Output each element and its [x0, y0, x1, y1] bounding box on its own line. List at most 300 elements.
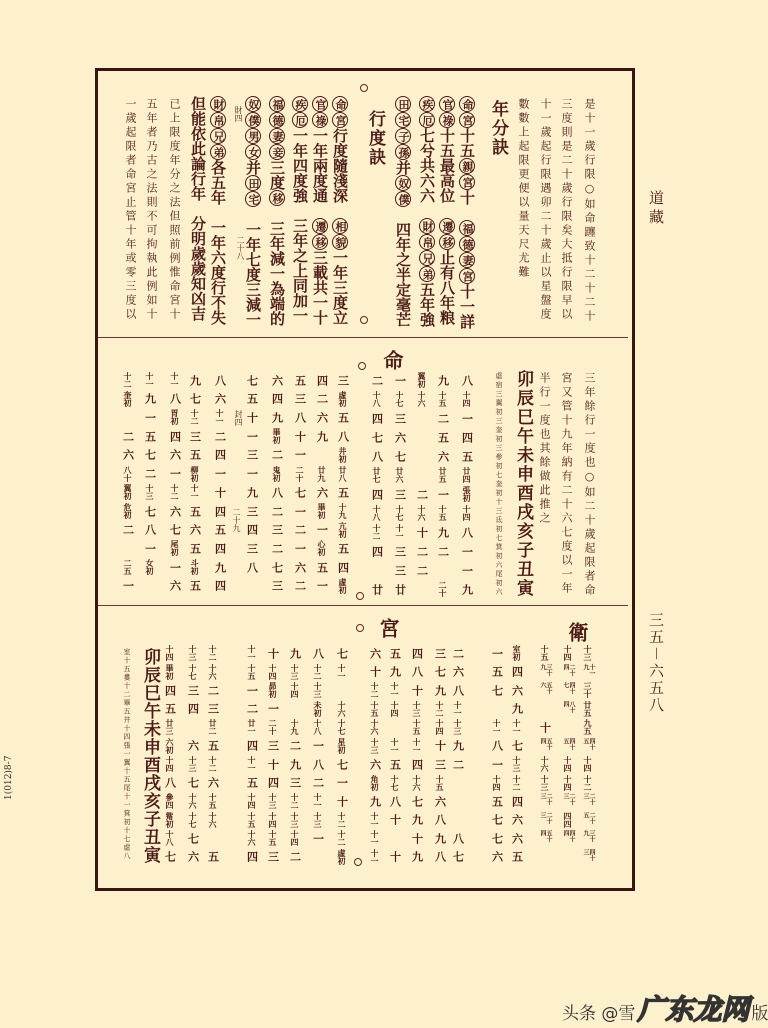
- watermark-prefix: 头条 @雪: [562, 1004, 636, 1024]
- table-cell: 十一: [337, 663, 347, 680]
- table-cell: 二: [293, 524, 307, 536]
- char: 一: [209, 220, 227, 235]
- circled-char: 女: [245, 144, 261, 160]
- table-cell: 二: [293, 580, 307, 592]
- table-cell: 八: [311, 758, 325, 770]
- circled-char: 妾: [269, 144, 285, 160]
- table-cell: 十六: [540, 756, 550, 773]
- table-cell: 五: [143, 430, 157, 442]
- table-cell: 井初: [338, 446, 348, 463]
- table-cell: 六: [368, 758, 382, 770]
- watermark-overlay: 广东龙网: [637, 993, 750, 1026]
- table-column: [118, 372, 138, 594]
- char: 年: [438, 295, 456, 310]
- table-cell: 二: [370, 374, 384, 386]
- circled-char: 奴: [395, 175, 411, 191]
- verse-column: [312, 96, 328, 325]
- table-cell: 三十九: [582, 830, 595, 843]
- char: 詳: [458, 314, 476, 329]
- table-cell: 十: [388, 814, 402, 826]
- circled-char: 德: [269, 112, 285, 128]
- table-cell: 六: [168, 449, 182, 461]
- table-column: [487, 645, 507, 865]
- char: 兮: [418, 143, 436, 158]
- table-cell: 三十九: [539, 663, 552, 676]
- table-cell: 八: [370, 450, 384, 462]
- char: 年: [291, 143, 309, 158]
- table-cell: 四: [213, 449, 227, 461]
- table-cell: 十二: [208, 756, 218, 773]
- table-cell: 十六: [337, 700, 347, 717]
- table-cell: 一: [293, 542, 307, 554]
- char: 度: [311, 173, 329, 188]
- table-cell: 六: [315, 486, 329, 498]
- table-cell: 尾初: [170, 540, 180, 557]
- table-cell: 六: [206, 777, 220, 789]
- table-cell: 十五: [247, 811, 257, 828]
- verse-column: [245, 96, 261, 327]
- circled-char: 帛: [419, 234, 435, 250]
- table-cell: 虛初: [338, 577, 348, 594]
- table-column: [407, 645, 427, 865]
- table-cell: 一: [143, 542, 157, 554]
- char: 深: [331, 188, 349, 203]
- table-cell: 十五: [438, 391, 448, 407]
- table-cell: 十: [266, 758, 280, 770]
- table-column: [412, 372, 432, 597]
- table-cell: 六: [213, 393, 227, 405]
- char: 十: [458, 128, 476, 143]
- section-divider: [98, 337, 628, 338]
- table-cell: 四: [245, 524, 259, 536]
- table-cell: 一: [335, 777, 349, 789]
- table-cell: 二: [121, 430, 135, 442]
- table-cell: 十四: [390, 700, 400, 717]
- archive-note: 1(012)8-7: [4, 755, 14, 800]
- table-cell: 九: [510, 703, 524, 715]
- table-cell: 四: [213, 505, 227, 517]
- table-cell: 十五: [412, 719, 422, 736]
- table-cell: 一: [311, 832, 325, 844]
- table-cell: 八: [490, 740, 504, 752]
- table-cell: 三: [433, 647, 447, 659]
- table-cell: 七: [186, 777, 200, 789]
- table-cell: 二十四: [562, 663, 575, 676]
- verse-column: [395, 96, 411, 327]
- table-cell: 三: [433, 758, 447, 770]
- circled-char: 子: [395, 128, 411, 144]
- char: 減: [244, 297, 262, 312]
- char: 并: [244, 160, 262, 175]
- table-cell: 二: [415, 564, 429, 576]
- char: 七: [244, 252, 262, 267]
- char: 度: [331, 143, 349, 158]
- table-cell: 一: [168, 468, 182, 480]
- heading-life: 命: [380, 350, 404, 370]
- circled-char: 宮: [332, 112, 348, 128]
- table-cell: 翼初: [123, 484, 133, 501]
- table-cell: 九: [288, 647, 302, 659]
- char: 的: [268, 311, 286, 326]
- table-cell: 三: [245, 449, 259, 461]
- table-cell: 一: [460, 412, 474, 424]
- table-cell: 十四: [563, 774, 573, 791]
- table-cell: 一: [213, 468, 227, 480]
- table-cell: 四四: [563, 811, 573, 828]
- table-cell: 十二: [123, 372, 133, 388]
- table-cell: 室初: [512, 645, 522, 661]
- table-cell: 十六: [412, 774, 422, 791]
- table-cell: 四: [213, 542, 227, 554]
- table-cell: 十一: [390, 682, 400, 699]
- table-cell: 一: [311, 740, 325, 752]
- table-cell: 二: [315, 393, 329, 405]
- char: 度: [209, 265, 227, 280]
- table-cell: 八: [388, 795, 402, 807]
- table-column: [290, 372, 310, 594]
- table-cell: 八: [311, 647, 325, 659]
- table-cell: 二: [288, 851, 302, 863]
- table-cell: 九五: [583, 719, 593, 736]
- table-cell: 十七: [390, 774, 400, 791]
- char: 年: [268, 236, 286, 251]
- note-column: 宮又管十九年納有二十六七度以一年: [560, 372, 573, 596]
- table-cell: 五: [188, 542, 202, 554]
- char: 兩: [311, 158, 329, 173]
- char: 一: [291, 128, 309, 143]
- table-cell: 十四: [563, 756, 573, 773]
- table-cell: 參四: [165, 793, 175, 810]
- table-cell: 二十三: [562, 793, 575, 806]
- circled-char: 福: [459, 220, 475, 236]
- note-column: 已上限度年分之法但照前例惟命宮十: [168, 98, 181, 322]
- table-cell: 十四: [462, 505, 472, 521]
- table-cell: 四: [315, 374, 329, 386]
- table-cell: 十一: [453, 700, 463, 717]
- char: 失: [209, 310, 227, 325]
- table-column: [457, 372, 477, 597]
- char: 之: [394, 252, 412, 267]
- table-cell: 一: [245, 684, 259, 696]
- char: 六: [209, 250, 227, 265]
- char: 一: [244, 222, 262, 237]
- char: 十: [438, 128, 456, 143]
- circled-char: 移: [312, 234, 328, 250]
- table-cell: 三: [336, 374, 350, 386]
- table-cell: 四: [270, 393, 284, 405]
- char: 一: [244, 312, 262, 327]
- table-cell: 九: [245, 486, 259, 498]
- table-cell: 未初: [313, 700, 323, 717]
- circled-char: 移: [269, 190, 285, 206]
- table-cell: 廿一: [247, 719, 257, 736]
- table-column: [267, 372, 287, 594]
- table-cell: 二十五: [582, 811, 595, 824]
- table-column: [165, 372, 185, 594]
- table-cell: 一: [460, 564, 474, 576]
- circled-char: 田: [245, 175, 261, 191]
- char: 不: [209, 295, 227, 310]
- table-cell: 虛初: [337, 848, 347, 865]
- circled-char: 官: [439, 96, 455, 112]
- table-cell: 十八: [372, 391, 382, 407]
- table-cell: 九: [451, 740, 465, 752]
- table-cell: 十二: [313, 663, 323, 680]
- table-cell: 十一: [412, 737, 422, 754]
- circled-char: 命: [459, 96, 475, 112]
- char: [268, 206, 286, 221]
- table-cell: 廿: [393, 583, 407, 595]
- table-cell: 五: [336, 542, 350, 554]
- table-cell: 十: [293, 430, 307, 442]
- table-cell: 五: [188, 505, 202, 517]
- char: 七: [418, 128, 436, 143]
- table-cell: 廿三: [165, 719, 175, 736]
- table-cell: 五: [510, 851, 524, 863]
- table-cell: 六: [270, 374, 284, 386]
- table-cell: 一: [436, 488, 450, 500]
- verse-column: [439, 96, 455, 325]
- table-cell: 八: [213, 374, 227, 386]
- table-cell: 九: [433, 832, 447, 844]
- heading-motion-rules: 行度訣: [365, 110, 385, 167]
- circled-char: 孫: [395, 144, 411, 160]
- table-cell: 五: [336, 486, 350, 498]
- table-cell: 廿九: [317, 465, 327, 482]
- table-cell: 十一: [395, 524, 405, 540]
- table-cell: 十: [213, 486, 227, 498]
- char: 年: [418, 297, 436, 312]
- table-cell: 四: [245, 740, 259, 752]
- table-cell: 七: [293, 486, 307, 498]
- table-cell: 六: [436, 450, 450, 462]
- table-cell: 一: [315, 524, 329, 536]
- table-cell: 十五: [370, 700, 380, 717]
- table-cell: 九: [436, 526, 450, 538]
- table-cell: 三: [393, 564, 407, 576]
- table-cell: 二: [245, 703, 259, 715]
- char: 十: [458, 284, 476, 299]
- table-cell: 五: [206, 740, 220, 752]
- annotation: 封四: [234, 410, 243, 426]
- table-cell: 十三: [290, 663, 300, 680]
- table-cell: 三: [393, 412, 407, 424]
- table-cell: 一: [121, 580, 135, 592]
- char: 年: [209, 235, 227, 250]
- table-cell: 二十三: [582, 793, 595, 806]
- table-cell: 四: [163, 684, 177, 696]
- table-cell: 六: [121, 449, 135, 461]
- char: 并: [394, 160, 412, 175]
- verse-column: [210, 96, 226, 325]
- table-cell: 九: [315, 430, 329, 442]
- table-cell: 十六: [370, 719, 380, 736]
- char: 五: [418, 282, 436, 297]
- table-cell: 奎初: [123, 390, 133, 407]
- table-cell: 十四: [583, 756, 593, 773]
- table-cell: 六: [510, 832, 524, 844]
- table-cell: 十六: [188, 793, 198, 810]
- verse-column: [419, 96, 435, 327]
- table-cell: 十二: [435, 700, 445, 717]
- table-column: [242, 645, 262, 865]
- char: 行: [331, 128, 349, 143]
- table-column: [367, 372, 387, 597]
- table-cell: 十三: [313, 811, 323, 828]
- table-cell: 三: [293, 393, 307, 405]
- char: 年: [331, 265, 349, 280]
- table-cell: 六: [510, 814, 524, 826]
- table-cell: 十一: [215, 409, 225, 426]
- table-column: [433, 372, 453, 597]
- circled-char: 弟: [210, 144, 226, 160]
- char: 年: [394, 237, 412, 252]
- table-cell: 七: [186, 832, 200, 844]
- char: 同: [291, 278, 309, 293]
- circled-char: 宮: [459, 174, 475, 190]
- table-cell: 七: [335, 647, 349, 659]
- table-cell: 五: [213, 524, 227, 536]
- char: 減: [268, 251, 286, 266]
- char: 強: [418, 312, 436, 327]
- circled-char: 遷: [312, 218, 328, 234]
- char: [291, 203, 309, 218]
- table-column: [385, 645, 405, 865]
- table-cell: 畢初: [317, 503, 327, 520]
- table-cell: 八: [433, 814, 447, 826]
- char: 度: [268, 175, 286, 190]
- table-cell: 三: [393, 488, 407, 500]
- table-cell: 十二: [512, 774, 522, 791]
- char: 三: [291, 218, 309, 233]
- table-cell: 十三: [540, 774, 550, 791]
- table-cell: 三: [270, 524, 284, 536]
- circled-char: 貌: [332, 234, 348, 250]
- table-cell: 十八: [313, 719, 323, 736]
- circled-char: 宮: [459, 268, 475, 284]
- table-cell: 三: [266, 851, 280, 863]
- watermark-suffix: 版: [751, 1004, 768, 1024]
- table-cell: 十三: [290, 811, 300, 828]
- table-cell: 角初: [370, 774, 380, 791]
- char: 六: [418, 188, 436, 203]
- table-cell: 昴初: [268, 682, 278, 699]
- table-cell: 七: [143, 449, 157, 461]
- char: 一: [331, 250, 349, 265]
- circled-char: 官: [312, 96, 328, 112]
- char: 止: [438, 250, 456, 265]
- table-column: [390, 372, 410, 597]
- char: 三: [331, 280, 349, 295]
- char: [438, 203, 456, 218]
- table-cell: 十二: [290, 793, 300, 810]
- book-title: 道藏: [647, 190, 665, 228]
- table-cell: 八: [460, 526, 474, 538]
- char: 立: [331, 310, 349, 325]
- table-cell: 六: [293, 561, 307, 573]
- table-column: [210, 372, 230, 594]
- circled-char: 疾: [292, 96, 308, 112]
- table-cell: 十一: [145, 372, 155, 388]
- table-cell: 三: [188, 430, 202, 442]
- char: 三: [244, 282, 262, 297]
- table-cell: 七: [410, 795, 424, 807]
- table-cell: 十三: [313, 682, 323, 699]
- table-cell: 七: [168, 524, 182, 536]
- circled-char: 財: [210, 96, 226, 112]
- table-cell: 二: [270, 449, 284, 461]
- table-cell: 十三: [370, 737, 380, 754]
- table-cell: 八: [433, 851, 447, 863]
- table-cell: 五: [460, 450, 474, 462]
- char: 共: [311, 280, 329, 295]
- char: 四: [394, 222, 412, 237]
- earthly-branches: 卯辰巳午未申酉戌亥子丑寅: [140, 648, 160, 864]
- circled-char: 命: [332, 96, 348, 112]
- char: 高: [438, 173, 456, 188]
- table-cell: 六: [188, 524, 202, 536]
- table-cell: 四: [336, 561, 350, 573]
- table-cell: 四: [186, 703, 200, 715]
- table-cell: 觜初: [165, 811, 175, 828]
- circled-char: 宮: [459, 112, 475, 128]
- table-cell: 二: [143, 468, 157, 480]
- table-column: [333, 372, 353, 594]
- note-column: 半行一度也其餘做此推之: [538, 372, 551, 526]
- char: 年: [209, 190, 227, 205]
- table-cell: 柳初: [190, 465, 200, 482]
- table-cell: 虛初: [338, 390, 348, 407]
- note-column: 十一歲起行限遇卯二十歲止以星盤度: [539, 98, 552, 322]
- char: 五: [438, 143, 456, 158]
- table-cell: 十一: [170, 372, 180, 388]
- char: 一: [268, 266, 286, 281]
- char: 度: [331, 295, 349, 310]
- table-cell: 六: [168, 505, 182, 517]
- table-cell: 二十三: [539, 811, 552, 824]
- table-cell: 五: [490, 666, 504, 678]
- table-cell: 二: [121, 524, 135, 536]
- char: 強: [291, 188, 309, 203]
- table-cell: 十二: [208, 645, 218, 661]
- table-cell: 一: [315, 580, 329, 592]
- char: 行: [209, 280, 227, 295]
- table-cell: 十五: [268, 830, 278, 847]
- table-cell: 九: [288, 758, 302, 770]
- table-cell: 十一: [247, 645, 257, 661]
- table-cell: 三: [288, 777, 302, 789]
- lodge-column: 虛宿三翼初三奎初三參初七奎初十三氐初七箕初六尾初六: [495, 372, 503, 597]
- note-column: 三度則是二十歲行限矣大抵行限早以: [560, 98, 573, 322]
- char: 八: [438, 280, 456, 295]
- char: 淺: [331, 173, 349, 188]
- circled-char: 兄: [419, 250, 435, 266]
- table-cell: 五: [293, 374, 307, 386]
- table-cell: 女初: [145, 559, 155, 576]
- table-cell: 五十六: [539, 682, 552, 695]
- table-cell: 廿六: [395, 467, 405, 483]
- table-cell: 十六: [417, 505, 427, 521]
- table-cell: 九: [143, 393, 157, 405]
- table-cell: 四十三: [582, 848, 595, 861]
- table-cell: 十八: [165, 830, 175, 847]
- table-cell: 一: [245, 468, 259, 480]
- table-cell: 十二: [170, 484, 180, 501]
- table-cell: 九: [188, 374, 202, 386]
- table-cell: 廿二: [208, 719, 218, 736]
- table-cell: 七: [188, 393, 202, 405]
- char: 十: [311, 310, 329, 325]
